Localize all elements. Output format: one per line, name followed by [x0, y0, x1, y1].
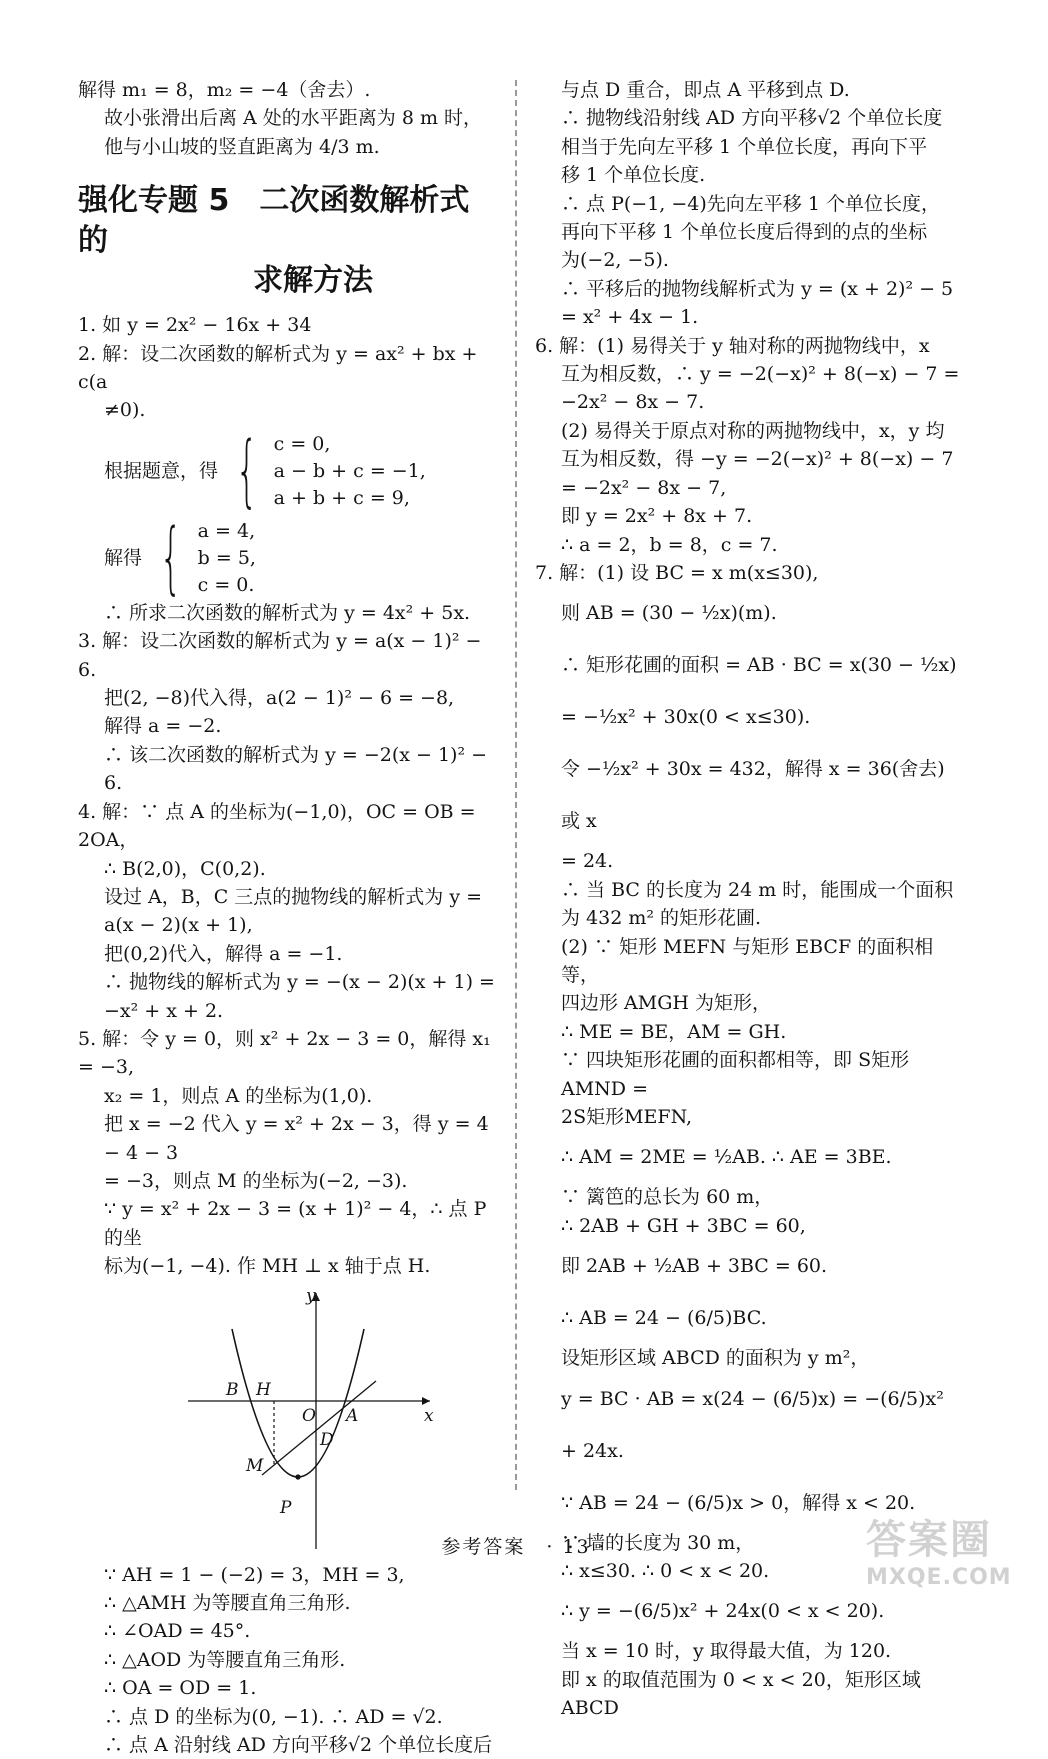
answer-3: 3. 解：设二次函数的解析式为 y = a(x − 1)² − 6.: [78, 630, 488, 681]
x-axis-arrow-icon: [422, 1397, 430, 1405]
text-line: 故小张滑出后离 A 处的水平距离为 8 m 时，: [104, 107, 483, 130]
text-line: ∴ △AOD 为等腰直角三角形.: [104, 1648, 346, 1671]
text-line: ∵ y = x² + 2x − 3 = (x + 1)² − 4，∴ 点 P 的坐: [104, 1198, 493, 1249]
text-line: ∵ 篱笆的总长为 60 m，: [561, 1186, 774, 1209]
answer-1: 1. 如 y = 2x² − 16x + 34: [78, 314, 312, 337]
text-line: 解得 m₁ = 8，m₂ = −4（舍去）.: [78, 79, 371, 101]
text-line: a(x − 2)(x + 1),: [104, 914, 253, 937]
parabola-curve: [232, 1329, 364, 1477]
answer-4: 4. 解：∵ 点 A 的坐标为(−1,0)，OC = OB = 2OA，: [78, 800, 482, 852]
text-line: 设矩形区域 ABCD 的面积为 y m²，: [561, 1347, 870, 1370]
text-line: = x² + 4x − 1.: [561, 306, 699, 329]
text-line: ∴ 点 D 的坐标为(0, −1). ∴ AD = √2.: [104, 1705, 443, 1728]
text-line: 再向下平移 1 个单位长度后得到的点的坐标: [561, 221, 928, 244]
text-line: 为(−2, −5).: [561, 249, 669, 272]
text-line: 令 −½x² + 30x = 432，解得 x = 36(舍去)或 x: [561, 758, 945, 833]
label-h: H: [256, 1379, 271, 1400]
text-line: ∵ 四块矩形花圃的面积都相等，即 S矩形AMND =: [561, 1049, 910, 1100]
watermark-logo: [866, 1508, 1016, 1588]
left-column: [78, 76, 498, 1759]
text-line: 与点 D 重合，即点 A 平移到点 D.: [561, 79, 850, 101]
label-d: D: [320, 1429, 334, 1450]
equation-system: [78, 426, 498, 517]
text-line: 移 1 个单位长度.: [561, 164, 706, 187]
text-line: 2S矩形MEFN,: [561, 1105, 693, 1128]
text-line: 他与小山坡的竖直距离为 4/3 m.: [104, 135, 380, 158]
text-line: 即 y = 2x² + 8x + 7.: [561, 505, 753, 528]
system-line: c = 0.: [197, 573, 255, 596]
label-o: O: [302, 1405, 316, 1426]
text-line: ∵ 墙的长度为 30 m，: [561, 1531, 755, 1554]
text-line: ∴ 2AB + GH + 3BC = 60,: [561, 1214, 806, 1237]
brace-icon: {: [235, 426, 259, 517]
answer-5: 5. 解：令 y = 0，则 x² + 2x − 3 = 0，解得 x₁ = −3,: [78, 1027, 497, 1079]
system-line: a − b + c = −1,: [273, 459, 426, 482]
text-line: ∴ 所求二次函数的解析式为 y = 4x² + 5x.: [104, 601, 471, 624]
text-line: 把 x = −2 代入 y = x² + 2x − 3，得 y = 4 − 4 − 3: [104, 1113, 495, 1164]
text-line: ∴ y = −(6/5)x² + 24x(0 < x < 20).: [561, 1600, 885, 1623]
answer-6: 6. 解：(1) 易得关于 y 轴对称的两抛物线中，x: [535, 334, 930, 357]
text-line: ∴ AM = 2ME = ½AB. ∴ AE = 3BE.: [561, 1146, 892, 1169]
text-line: −x² + x + 2.: [104, 999, 224, 1022]
system-lines: [274, 431, 426, 512]
text-line: 四边形 AMGH 为矩形，: [561, 992, 772, 1015]
text-line: −2x² − 8x − 7.: [561, 391, 705, 414]
text-line: ≠0).: [104, 399, 146, 422]
system-lead: 根据题意，得: [104, 460, 219, 483]
text-line: 为 432 m² 的矩形花圃.: [561, 907, 762, 930]
label-x: x: [424, 1405, 434, 1426]
text-line: 即 2AB + ½AB + 3BC = 60.: [561, 1255, 828, 1278]
brace-icon: {: [159, 513, 183, 604]
answer-7: 7. 解：(1) 设 BC = x m(x≤30),: [535, 561, 819, 584]
text-line: x₂ = 1，则点 A 的坐标为(1,0).: [104, 1084, 373, 1107]
text-line: (2) 易得关于原点对称的两抛物线中，x，y 均: [561, 419, 945, 442]
text-line: ∴ AB = 24 − (6/5)BC.: [561, 1307, 767, 1330]
system-line: c = 0,: [273, 432, 331, 455]
text-line: 互为相反数，得 −y = −2(−x)² + 8(−x) − 7: [561, 448, 954, 471]
text-line: 相当于先向左平移 1 个单位长度，再向下平: [561, 135, 928, 158]
text-line: ∴ 矩形花圃的面积 = AB · BC = x(30 − ½x): [561, 654, 957, 677]
text-line: = −½x² + 30x(0 < x≤30).: [561, 706, 811, 729]
section-title-cont: 求解方法: [253, 263, 373, 299]
text-line: ∴ 抛物线的解析式为 y = −(x − 2)(x + 1) =: [104, 971, 495, 994]
text-line: 把(2, −8)代入得，a(2 − 1)² − 6 = −8,: [104, 687, 455, 710]
section-title: 强化专题 5 二次函数解析式的: [78, 183, 470, 259]
text-line: ∴ 该二次函数的解析式为 y = −2(x − 1)² − 6.: [104, 743, 494, 795]
text-line: 当 x = 10 时，y 取得最大值，为 120.: [561, 1640, 892, 1663]
text-line: ∴ ME = BE，AM = GH.: [561, 1020, 787, 1043]
text-line: 则 AB = (30 − ½x)(m).: [561, 602, 777, 625]
text-line: 即 x 的取值范围为 0 < x < 20，矩形区域 ABCD: [561, 1668, 927, 1720]
page-footer: 参考答案 · 13 ·: [441, 1536, 607, 1558]
text-line: 互为相反数，∴ y = −2(−x)² + 8(−x) − 7 =: [561, 363, 960, 386]
label-a: A: [346, 1405, 359, 1426]
text-line: ∴ △AMH 为等腰直角三角形.: [104, 1592, 351, 1614]
label-p: P: [280, 1497, 292, 1518]
text-line: 设过 A，B，C 三点的抛物线的解析式为 y =: [104, 885, 483, 908]
right-column: [535, 76, 963, 1723]
label-m: M: [246, 1455, 264, 1476]
text-line: ∴ a = 2，b = 8，c = 7.: [561, 533, 778, 556]
watermark-text: 答案圈: [866, 1517, 992, 1563]
system-lines: [198, 518, 256, 599]
label-b: B: [226, 1379, 239, 1400]
text-line: = −2x² − 8x − 7,: [561, 476, 727, 499]
text-line: = −3，则点 M 的坐标为(−2, −3).: [104, 1169, 408, 1192]
text-line: ∴ B(2,0)，C(0,2).: [104, 857, 266, 880]
text-line: 把(0,2)代入，解得 a = −1.: [104, 942, 343, 965]
column-divider: [515, 80, 517, 1490]
text-line: ∵ AB = 24 − (6/5)x > 0，解得 x < 20.: [561, 1491, 916, 1514]
text-line: y = BC · AB = x(24 − (6/5)x) = −(6/5)x² + 24x.: [561, 1387, 950, 1462]
system-line: a = 4,: [197, 519, 256, 542]
text-line: ∴ x≤30. ∴ 0 < x < 20.: [561, 1560, 770, 1582]
vertex-p-point: [295, 1474, 300, 1479]
text-line: = 24.: [561, 850, 614, 873]
text-line: ∴ ∠OAD = 45°.: [104, 1620, 251, 1643]
equation-system: [78, 513, 498, 604]
system-lead: 解得: [104, 547, 143, 570]
text-line: ∴ 当 BC 的长度为 24 m 时，能围成一个面积: [561, 878, 954, 901]
system-line: b = 5,: [197, 546, 256, 569]
text-line: ∴ 点 P(−1, −4)先向左平移 1 个单位长度，: [561, 192, 940, 215]
label-y: y: [306, 1286, 316, 1306]
answer-2: 2. 解：设二次函数的解析式为 y = ax² + bx + c(a: [78, 342, 484, 394]
text-line: (2) ∵ 矩形 MEFN 与矩形 EBCF 的面积相等，: [561, 935, 934, 986]
text-line: 标为(−1, −4). 作 MH ⊥ x 轴于点 H.: [104, 1255, 431, 1278]
text-line: ∴ 点 A 沿射线 AD 方向平移√2 个单位长度后: [104, 1734, 493, 1757]
text-line: ∵ AH = 1 − (−2) = 3，MH = 3,: [104, 1563, 405, 1586]
parabola-figure: [168, 1287, 438, 1557]
text-line: ∴ 抛物线沿射线 AD 方向平移√2 个单位长度: [561, 107, 943, 130]
text-line: ∴ 平移后的抛物线解析式为 y = (x + 2)² − 5: [561, 277, 954, 300]
watermark-url: MXQE.COM: [866, 1565, 1012, 1590]
system-line: a + b + c = 9,: [273, 486, 410, 509]
text-line: ∴ OA = OD = 1.: [104, 1677, 257, 1700]
text-line: 解得 a = −2.: [104, 715, 222, 738]
